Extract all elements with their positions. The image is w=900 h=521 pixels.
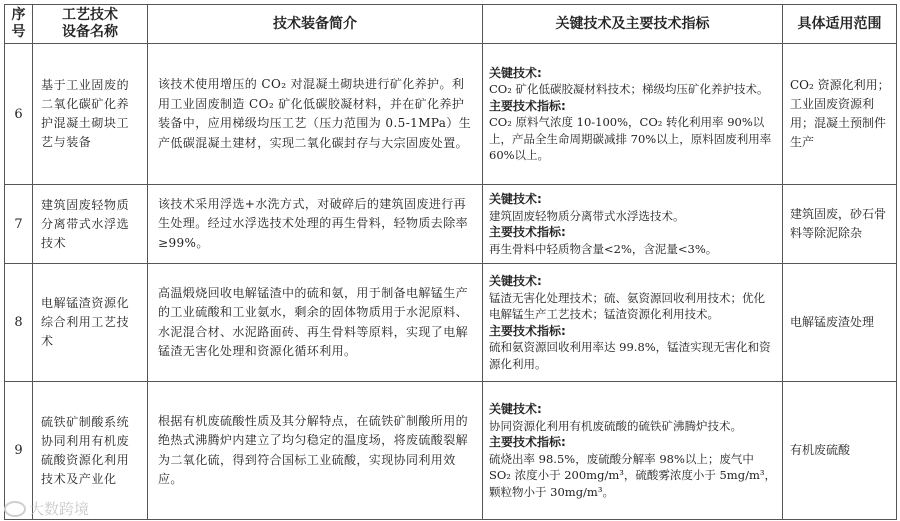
indicator-text: 再生骨料中轻质物含量<2%，含泥量<3%。: [489, 241, 718, 256]
technology-table: [4, 4, 897, 520]
row-desc: 该技术采用浮选+水洗方式，对破碎后的建筑固废进行再生处理。经过水浮选技术处理的再生骨料，轻物质去除率≥99%。: [148, 185, 483, 264]
indicator-label: 主要技术指标:: [489, 225, 566, 239]
row-no: 6: [5, 44, 33, 185]
table-row: [5, 382, 897, 520]
indicator-text: CO₂ 原料气浓度 10-100%，CO₂ 转化利用率 90%以上，产品全生命周期碳减排 70%以上，原料固废利用率 60%以上。: [489, 115, 772, 162]
indicator-text: 硫烧出率 98.5%，废硫酸分解率 98%以上；废气中 SO₂ 浓度小于 200mg/m³，硫酸雾浓度小于 5mg/m³，颗粒物小于 30mg/m³。: [489, 451, 776, 499]
table-row: [5, 185, 897, 264]
row-key: [483, 382, 783, 520]
header-process-name: 工艺技术 设备名称: [33, 5, 148, 44]
indicator-label: 主要技术指标:: [489, 323, 566, 338]
row-name: 硫铁矿制酸系统协同利用有机废硫酸资源化利用技术及产业化: [33, 382, 148, 520]
row-key: [483, 264, 783, 382]
watermark-text: 大数跨境: [29, 500, 90, 518]
indicator-label: 主要技术指标:: [489, 98, 566, 113]
row-desc: 该技术使用增压的 CO₂ 对混凝土砌块进行矿化养护。利用工业固废制造 CO₂ 矿化低碳胶凝材料，并在矿化养护装备中，应用梯级均压工艺（压力范围为 0.5-1MPa）生产低碳混凝土建材，实现二氧化碳封存与大宗固废处置。: [148, 44, 483, 185]
header-key-tech: 关键技术及主要技术指标: [483, 5, 783, 44]
row-name: 基于工业固废的二氧化碳矿化养护混凝土砌块工艺与装备: [33, 44, 148, 185]
header-serial-no: 序 号: [5, 5, 33, 44]
key-tech-text: 建筑固废轻物质分离带式水浮选技术。: [489, 208, 685, 223]
indicator-text: 硫和氨资源回收利用率达 99.8%，锰渣实现无害化和资源化利用。: [489, 340, 771, 371]
row-key: [483, 44, 783, 185]
row-scope: 电解锰废渣处理: [783, 264, 897, 382]
header-description: 技术装备简介: [148, 5, 483, 44]
table-row: [5, 264, 897, 382]
table-row: [5, 44, 897, 185]
row-scope: 建筑固废，砂石骨料等除泥除杂: [783, 185, 897, 264]
key-tech-text: CO₂ 矿化低碳胶凝材料技术；梯级均压矿化养护技术。: [489, 82, 769, 96]
watermark-logo-icon: [4, 501, 26, 517]
key-tech-label: 关键技术:: [489, 192, 542, 206]
key-tech-text: 锰渣无害化处理技术；硫、氨资源回收利用技术；优化电解锰生产工艺技术；锰渣资源化利用技术。: [489, 290, 765, 321]
indicator-label: 主要技术指标:: [489, 435, 566, 449]
key-tech-label: 关键技术:: [489, 65, 542, 80]
watermark: [4, 498, 89, 519]
key-tech-label: 关键技术:: [489, 402, 542, 416]
key-tech-label: 关键技术:: [489, 274, 542, 288]
table-header-row: [5, 5, 897, 44]
row-key: [483, 185, 783, 264]
key-tech-text: 协同资源化利用有机废硫酸的硫铁矿沸腾炉技术。: [489, 418, 742, 433]
row-no: 8: [5, 264, 33, 382]
row-desc: 高温煅烧回收电解锰渣中的硫和氨，用于制备电解锰生产的工业硫酸和工业氨水，剩余的固体物质用于水泥原料、水泥混合材、水泥路面砖、再生骨料等原料，实现了电解锰渣无害化处理和资源化循环利用。: [148, 264, 483, 382]
row-name: 电解锰渣资源化综合利用工艺技术: [33, 264, 148, 382]
header-scope: 具体适用范围: [783, 5, 897, 44]
row-no: 7: [5, 185, 33, 264]
row-scope: 有机废硫酸: [783, 382, 897, 520]
row-scope: CO₂ 资源化利用；工业固废资源利用；混凝土预制件生产: [783, 44, 897, 185]
row-name: 建筑固废轻物质分离带式水浮选技术: [33, 185, 148, 264]
row-no: 9: [5, 382, 33, 520]
row-desc: 根据有机废硫酸性质及其分解特点，在硫铁矿制酸所用的绝热式沸腾炉内建立了均匀稳定的温度场，将废硫酸裂解为二氧化硫，得到符合国标工业硫酸，实现协同利用效应。: [148, 382, 483, 520]
